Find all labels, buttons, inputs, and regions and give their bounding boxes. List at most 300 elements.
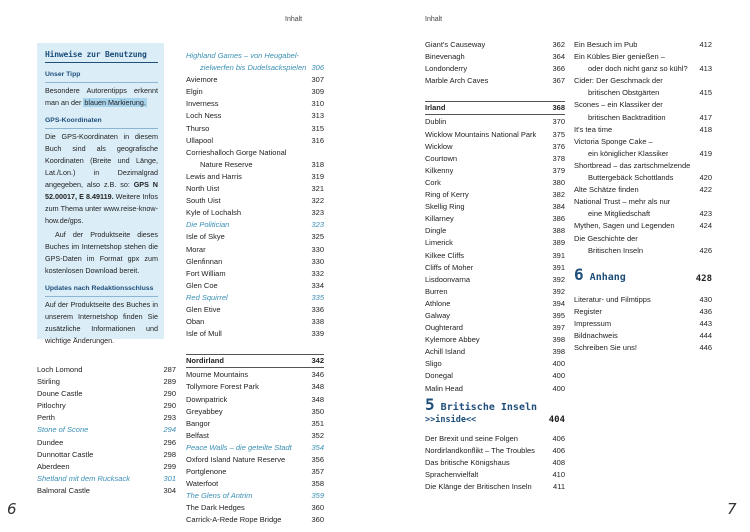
- highlight-marker: blauen Markierung.: [84, 98, 146, 107]
- toc-entry-title: Oughterard: [425, 323, 463, 333]
- toc-entry-title: Downpatrick: [186, 394, 228, 404]
- toc-entry-title: Der Brexit und seine Folgen: [425, 434, 518, 443]
- toc-entry-page: 335: [311, 292, 324, 302]
- toc-entry: [186, 381, 324, 393]
- toc-entry-title: Killarney: [425, 214, 454, 224]
- toc-entry-title: Irland: [425, 103, 446, 113]
- toc-entry-title: National Trust – mehr als nur: [574, 197, 671, 207]
- toc-entry-page: 356: [311, 455, 324, 464]
- toc-entry: [186, 123, 324, 135]
- toc-entry-page: 379: [552, 165, 565, 175]
- toc-entry: [186, 268, 324, 280]
- toc-entry-page: 321: [311, 184, 324, 194]
- toc-entry: [574, 220, 712, 232]
- toc-entry: [425, 322, 565, 334]
- toc-entry-title: Doune Castle: [37, 389, 83, 399]
- toc-entry-page: 289: [163, 377, 176, 387]
- toc-entry: [425, 457, 565, 469]
- toc-entry-title: Aviemore: [186, 75, 218, 85]
- toc-entry-title: Sligo: [425, 359, 442, 369]
- toc-entry-title: Glen Coe: [186, 280, 218, 290]
- toc-entry: [37, 412, 176, 424]
- toc-entry-page: 424: [699, 221, 712, 231]
- toc-entry-page: 290: [163, 401, 176, 411]
- toc-entry-page: 351: [311, 418, 324, 428]
- toc-column-4: [574, 39, 712, 257]
- toc-entry-page: 315: [311, 123, 324, 133]
- toc-entry-page: 423: [699, 209, 712, 219]
- toc-entry: [186, 98, 324, 110]
- updates-section-title: Updates nach Redaktionsschluss: [45, 283, 158, 297]
- toc-entry: [574, 196, 712, 208]
- toc-entry: [186, 442, 324, 454]
- toc-entry: [37, 473, 176, 485]
- toc-entry-page: 336: [311, 304, 324, 314]
- toc-entry-page: 406: [552, 446, 565, 456]
- toc-entry-title: Galway: [425, 310, 451, 320]
- toc-entry-title: Literatur- und Filmtipps: [574, 295, 651, 304]
- toc-entry-title: Isle of Skye: [186, 232, 225, 242]
- gps-section-text: Die GPS-Koordinaten in diesem Buch sind als geografische Koordinaten (Breite und Länge, Lat./Lon.) in Dezimalgrad angegeben, also z.B. so: GPS N 52.00017, E 8.49119. Weitere Infos zum Thema unter www.reise-know-how.de/gps.: [45, 132, 158, 225]
- toc-entry-title: Peace Walls – die geteilte Stadt: [186, 442, 292, 452]
- toc-entry-title: Red Squirrel: [186, 292, 228, 302]
- toc-entry-title: Greyabbey: [186, 406, 223, 416]
- toc-entry: [425, 51, 565, 63]
- toc-entry: [186, 514, 324, 526]
- toc-entry: [186, 86, 324, 98]
- toc-entry-page: 298: [163, 449, 176, 459]
- toc-entry-title: Wicklow Mountains National Park: [425, 129, 537, 139]
- toc-entry-page: 359: [311, 491, 324, 501]
- toc-entry: [186, 50, 324, 62]
- toc-entry: [425, 433, 565, 445]
- toc-entry-page: 397: [552, 323, 565, 333]
- toc-entry: [425, 286, 565, 298]
- toc-entry: [425, 213, 565, 225]
- toc-entry-title: Perth: [37, 413, 55, 423]
- toc-entry-title: Loch Lomond: [37, 365, 83, 374]
- toc-entry-title: Skellig Ring: [425, 202, 465, 212]
- toc-entry-title: Cork: [425, 177, 441, 187]
- toc-column-3: [425, 39, 565, 395]
- toc-entry-title: Bangor: [186, 418, 211, 428]
- toc-entry-title: Pitlochry: [37, 401, 66, 411]
- toc-entry: [425, 250, 565, 262]
- toc-entry: [574, 39, 712, 51]
- toc-entry-page: 406: [552, 434, 565, 443]
- toc-entry-page: [708, 136, 712, 148]
- toc-entry: [186, 74, 324, 86]
- toc-entry-title: Glen Etive: [186, 304, 221, 314]
- toc-entry: [186, 369, 324, 381]
- toc-entry-page: 419: [699, 148, 712, 158]
- toc-entry-page: 392: [552, 274, 565, 284]
- toc-column-4b: [574, 294, 712, 354]
- toc-entry-title: Morar: [186, 244, 206, 254]
- toc-entry: [425, 189, 565, 201]
- toc-entry-page: 332: [311, 268, 324, 278]
- toc-entry-page: 382: [552, 190, 565, 200]
- toc-entry-title: Shortbread – das zartschmelzende: [574, 160, 691, 170]
- toc-entry: [186, 256, 324, 268]
- toc-entry-page: 392: [552, 286, 565, 296]
- toc-entry: [574, 51, 712, 63]
- toc-entry-page: 309: [311, 87, 324, 97]
- toc-entry-title: The Glens of Antrim: [186, 491, 253, 501]
- toc-entry: [186, 304, 324, 316]
- toc-entry-page: 330: [311, 256, 324, 266]
- toc-entry: [425, 445, 565, 457]
- toc-entry: [425, 481, 565, 493]
- usage-tip-box: [37, 43, 164, 345]
- toc-entry-title: Mourne Mountains: [186, 370, 249, 380]
- toc-entry-title: Alte Schätze finden: [574, 185, 639, 195]
- toc-entry: [186, 171, 324, 183]
- toc-entry-title: Stone of Scone: [37, 425, 89, 435]
- toc-entry: [574, 330, 712, 342]
- toc-entry-title: Die Klänge der Britischen Inseln: [425, 482, 532, 492]
- toc-entry-title: Kylemore Abbey: [425, 335, 480, 345]
- toc-entry-title: Dingle: [425, 226, 447, 236]
- page-number-right: 7: [727, 500, 737, 518]
- toc-entry-title: Corrieshalloch Gorge National: [186, 147, 287, 157]
- toc-entry-title: Portglenone: [186, 467, 227, 477]
- chapter-title: Anhang: [589, 272, 626, 283]
- toc-entry: [574, 136, 712, 148]
- toc-entry-page: 334: [311, 280, 324, 290]
- toc-entry: [37, 461, 176, 473]
- toc-entry-page: 376: [552, 141, 565, 151]
- toc-entry: [425, 116, 565, 128]
- toc-entry: [574, 184, 712, 196]
- toc-entry-title: South Uist: [186, 196, 221, 206]
- toc-entry-title: Donegal: [425, 371, 453, 381]
- running-header-right: Inhalt: [425, 16, 443, 23]
- toc-entry: [425, 334, 565, 346]
- toc-entry: [186, 418, 324, 430]
- toc-entry-title: Malin Head: [425, 383, 463, 393]
- toc-column-2: [186, 50, 324, 527]
- toc-entry-page: 296: [163, 437, 176, 447]
- toc-entry-title: Lewis and Harris: [186, 171, 242, 181]
- gps-section-title: GPS-Koordinaten: [45, 115, 158, 129]
- toc-entry-page: 391: [552, 250, 565, 260]
- toc-entry-page: 362: [552, 40, 565, 49]
- toc-entry-page: 354: [311, 442, 324, 452]
- toc-entry-title: The Dark Hedges: [186, 503, 245, 513]
- toc-entry-title: Lisdoonvarna: [425, 274, 471, 284]
- toc-entry-page: 304: [163, 485, 176, 495]
- toc-entry: [37, 388, 176, 400]
- toc-entry-title: Die Geschichte der: [574, 233, 638, 243]
- toc-entry: [186, 231, 324, 243]
- toc-entry: [425, 153, 565, 165]
- toc-entry-page: 307: [311, 75, 324, 85]
- toc-entry: [186, 292, 324, 304]
- toc-entry-page: 342: [311, 356, 324, 366]
- toc-entry-page: 348: [311, 382, 324, 392]
- toc-entry-page: [708, 196, 712, 208]
- toc-entry: [574, 245, 712, 257]
- toc-entry-title: Kyle of Lochalsh: [186, 208, 242, 218]
- toc-entry: [574, 342, 712, 354]
- toc-entry-title: Giant's Causeway: [425, 40, 486, 49]
- chapter-number: 6: [574, 265, 584, 284]
- toc-entry: [186, 454, 324, 466]
- toc-entry: [425, 237, 565, 249]
- toc-entry-title: Schreiben Sie uns!: [574, 343, 637, 353]
- toc-entry-page: 417: [699, 112, 712, 122]
- toc-entry-page: [320, 50, 324, 62]
- toc-entry: [425, 201, 565, 213]
- toc-entry-title: Die Politician: [186, 220, 230, 230]
- toc-entry-page: 310: [311, 99, 324, 109]
- toc-entry-title: Wicklow: [425, 141, 453, 151]
- toc-entry-page: 301: [163, 473, 176, 483]
- toc-entry-page: 391: [552, 262, 565, 272]
- toc-entry-page: 360: [311, 515, 324, 525]
- toc-entry-page: 413: [699, 64, 712, 74]
- toc-entry: [425, 383, 565, 395]
- toc-entry: [425, 75, 565, 87]
- toc-entry: [574, 112, 712, 124]
- toc-entry-title: Stirling: [37, 377, 60, 387]
- toc-entry-title: Nordirlandkonflikt – The Troubles: [425, 446, 535, 456]
- toc-entry-page: 348: [311, 394, 324, 404]
- toc-entry: [574, 124, 712, 136]
- toc-entry: [186, 466, 324, 478]
- toc-entry-page: 395: [552, 310, 565, 320]
- toc-entry: [425, 298, 565, 310]
- running-header-left: Inhalt: [285, 16, 303, 23]
- toc-entry-page: [708, 233, 712, 245]
- toc-entry-title: Ullapool: [186, 135, 214, 145]
- toc-entry-page: 350: [311, 406, 324, 416]
- toc-entry-title: Mythen, Sagen und Legenden: [574, 221, 675, 231]
- toc-entry-page: 375: [552, 129, 565, 139]
- chapter-number: 5: [425, 395, 435, 414]
- toc-entry-title: Dublin: [425, 117, 447, 127]
- toc-entry: [186, 478, 324, 490]
- toc-entry-page: 443: [699, 319, 712, 329]
- toc-entry-title: Aberdeen: [37, 461, 70, 471]
- toc-entry-page: 366: [552, 64, 565, 74]
- toc-entry: [574, 148, 712, 160]
- toc-entry-title: Buttergebäck Schottlands: [588, 173, 674, 183]
- toc-entry-page: 400: [552, 371, 565, 381]
- toc-entry-title: ein königlicher Klassiker: [588, 148, 669, 158]
- toc-entry: [574, 233, 712, 245]
- toc-entry-page: 446: [699, 343, 712, 353]
- toc-entry-title: Ring of Kerry: [425, 190, 469, 200]
- toc-column-1: [37, 364, 176, 497]
- toc-entry: [574, 318, 712, 330]
- toc-entry-page: 322: [311, 196, 324, 206]
- toc-entry-title: It's tea time: [574, 124, 613, 134]
- toc-spacer: [425, 87, 565, 99]
- toc-entry-title: North Uist: [186, 184, 220, 194]
- toc-entry: [186, 135, 324, 147]
- toc-entry: [574, 75, 712, 87]
- toc-entry: [425, 346, 565, 358]
- toc-entry: [186, 207, 324, 219]
- toc-entry: [425, 129, 565, 141]
- toc-entry-page: 420: [699, 173, 712, 183]
- toc-entry: [425, 262, 565, 274]
- toc-entry-page: 389: [552, 238, 565, 248]
- toc-entry: [186, 406, 324, 418]
- toc-entry-page: [708, 75, 712, 87]
- toc-entry-title: Loch Ness: [186, 111, 222, 121]
- toc-entry-title: Das britische Königshaus: [425, 458, 510, 468]
- toc-entry: [37, 400, 176, 412]
- toc-entry-title: Waterfoot: [186, 479, 219, 489]
- toc-entry-title: Limerick: [425, 238, 453, 248]
- toc-entry-page: 430: [699, 295, 712, 304]
- toc-entry-page: 306: [311, 63, 324, 73]
- toc-entry-title: Binevenagh: [425, 52, 465, 62]
- toc-entry-title: Belfast: [186, 430, 209, 440]
- toc-entry-page: 352: [311, 430, 324, 440]
- toc-entry: [574, 306, 712, 318]
- toc-entry: [425, 370, 565, 382]
- gps-download-text: Auf der Produktseite dieses Buches im Internetshop stehen die GPS-Daten im Format gpx zum kostenlosen Download bereit.: [45, 230, 158, 275]
- toc-entry-title: Londonderry: [425, 64, 468, 74]
- toc-entry-title: Kilkenny: [425, 165, 454, 175]
- toc-entry-page: 357: [311, 467, 324, 477]
- chapter-page: 404: [548, 415, 565, 425]
- chapter-page: 428: [695, 274, 712, 284]
- toc-entry-page: [708, 160, 712, 172]
- toc-entry: [186, 159, 324, 171]
- toc-entry-page: 444: [699, 331, 712, 341]
- toc-entry-title: Elgin: [186, 87, 203, 97]
- toc-entry-title: eine Mitgliedschaft: [588, 209, 651, 219]
- toc-entry-page: 358: [311, 479, 324, 489]
- updates-section-text: Auf der Produktseite des Buches in unserem Internetshop finden Sie zusätzliche Informationen und wichtige Änderungen.: [45, 300, 158, 345]
- tip-section-text: Besondere Autorentipps erkennt man an der blauen Markierung.: [45, 86, 158, 107]
- toc-entry: [574, 208, 712, 220]
- toc-entry-page: 319: [311, 171, 324, 181]
- toc-entry-title: britischen Obstgärten: [588, 88, 660, 98]
- toc-entry-page: 400: [552, 383, 565, 393]
- toc-entry-title: Ein Besuch im Pub: [574, 40, 638, 49]
- toc-entry: [425, 39, 565, 51]
- toc-section-heading: [186, 354, 324, 368]
- toc-entry: [37, 376, 176, 388]
- toc-entry-page: 378: [552, 153, 565, 163]
- toc-entry-page: 287: [163, 365, 176, 374]
- toc-entry-title: Marble Arch Caves: [425, 76, 489, 86]
- toc-entry-page: 323: [311, 208, 324, 218]
- toc-entry: [425, 63, 565, 75]
- toc-entry-page: [320, 147, 324, 159]
- toc-entry: [574, 87, 712, 99]
- tip-box-title: Hinweise zur Benutzung: [45, 49, 158, 63]
- toc-entry-page: 293: [163, 413, 176, 423]
- toc-entry: [425, 141, 565, 153]
- toc-entry: [37, 364, 176, 376]
- toc-entry-page: 410: [552, 470, 565, 480]
- toc-entry: [425, 177, 565, 189]
- toc-entry-title: Highland Games – von Heugabel-: [186, 51, 299, 60]
- toc-entry: [425, 358, 565, 370]
- toc-spacer: [186, 340, 324, 352]
- toc-entry-page: 436: [699, 307, 712, 317]
- toc-entry-page: 290: [163, 389, 176, 399]
- toc-entry-page: 313: [311, 111, 324, 121]
- toc-entry-page: 386: [552, 214, 565, 224]
- toc-entry-title: Impressum: [574, 319, 612, 329]
- toc-entry: [574, 160, 712, 172]
- toc-entry-page: 316: [311, 135, 324, 145]
- toc-entry: [186, 502, 324, 514]
- toc-entry-page: 368: [552, 103, 565, 113]
- toc-entry: [425, 165, 565, 177]
- toc-entry: [574, 172, 712, 184]
- toc-entry-page: [708, 99, 712, 111]
- toc-entry-title: Oxford Island Nature Reserve: [186, 455, 286, 464]
- toc-entry-page: 400: [552, 359, 565, 369]
- chapter-subtitle: >>inside<<: [425, 415, 477, 425]
- toc-entry: [186, 147, 324, 159]
- toc-entry-page: 398: [552, 335, 565, 345]
- toc-entry-page: 346: [311, 370, 324, 380]
- toc-entry-page: 338: [311, 317, 324, 327]
- toc-entry: [574, 99, 712, 111]
- toc-entry: [186, 430, 324, 442]
- toc-entry-title: Tollymore Forest Park: [186, 382, 259, 392]
- toc-entry-title: zielwerfen bis Dudelsackspielen: [200, 63, 307, 73]
- toc-entry-page: 370: [552, 117, 565, 127]
- page-number-left: 6: [7, 500, 17, 518]
- toc-entry-title: Register: [574, 307, 602, 317]
- toc-entry: [425, 310, 565, 322]
- toc-entry: [186, 394, 324, 406]
- toc-entry-page: 412: [699, 40, 712, 49]
- toc-entry-title: Achill Island: [425, 347, 466, 357]
- toc-entry: [186, 490, 324, 502]
- toc-entry-page: 415: [699, 88, 712, 98]
- chapter-title: Britische Inseln: [440, 402, 537, 413]
- toc-entry-title: Cliffs of Moher: [425, 262, 474, 272]
- toc-entry-title: Burren: [425, 286, 448, 296]
- toc-entry: [186, 219, 324, 231]
- toc-entry-title: Nordirland: [186, 356, 224, 366]
- toc-entry: [186, 183, 324, 195]
- toc-entry: [574, 63, 712, 75]
- toc-entry-title: Isle of Mull: [186, 329, 222, 339]
- toc-entry-page: 422: [699, 185, 712, 195]
- toc-entry-title: Carrick-A-Rede Rope Bridge: [186, 515, 282, 525]
- toc-entry-title: Glenfinnan: [186, 256, 223, 266]
- toc-entry: [186, 195, 324, 207]
- toc-entry-page: 318: [311, 159, 324, 169]
- toc-entry-page: 339: [311, 329, 324, 339]
- toc-entry-title: Thurso: [186, 123, 210, 133]
- toc-entry: [186, 110, 324, 122]
- chapter-6-heading: [574, 265, 712, 284]
- toc-entry-page: 325: [311, 232, 324, 242]
- toc-entry-title: Inverness: [186, 99, 219, 109]
- toc-entry-page: 360: [311, 503, 324, 513]
- toc-entry-title: Kilkee Cliffs: [425, 250, 465, 260]
- toc-entry: [574, 294, 712, 306]
- toc-entry-title: Scones – ein Klassiker der: [574, 100, 663, 110]
- toc-entry: [37, 424, 176, 436]
- toc-entry-title: Nature Reserve: [200, 159, 253, 169]
- toc-entry-page: 384: [552, 202, 565, 212]
